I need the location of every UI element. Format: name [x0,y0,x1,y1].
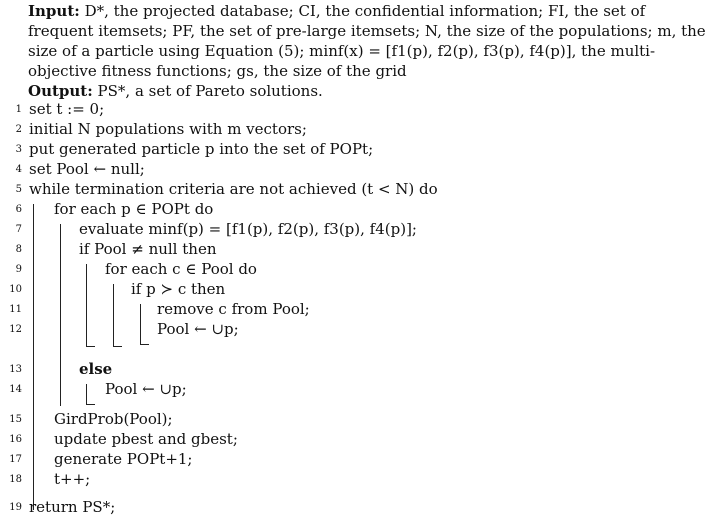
if-block-bar [86,264,87,346]
if-block-foot [86,346,95,347]
else-block-foot [86,404,95,405]
line-number: 12 [9,324,22,335]
line-number: 10 [9,284,22,295]
line-code: Pool ← ∪p; [105,380,187,398]
line-number: 7 [15,224,22,235]
algorithm-output [28,81,713,101]
line-number: 3 [15,144,22,155]
line-code: evaluate minf(p) = [f1(p), f2(p), f3(p), f4(p)]; [79,220,417,238]
line-code: put generated particle p into the set of POPt; [29,140,374,158]
line-code: update pbest and gbest; [54,430,238,448]
input-label: Input: [28,2,80,20]
for-pool-block-bar [113,284,114,346]
line-number: 14 [9,384,22,395]
line-number: 15 [9,414,22,425]
line-code: remove c from Pool; [157,300,310,318]
line-code: return PS*; [29,498,116,516]
algorithm-input [28,1,713,81]
line-number: 6 [15,204,22,215]
line-number: 19 [9,502,22,513]
line-number: 16 [9,434,22,445]
line-number: 13 [9,364,22,375]
line-code: set t := 0; [29,100,105,118]
line-number: 2 [15,124,22,135]
else-block-bar [86,384,87,404]
line-code: if Pool ≠ null then [79,240,217,258]
line-code: initial N populations with m vectors; [29,120,307,138]
line-code: generate POPt+1; [54,450,193,468]
line-code: set Pool ← null; [29,160,145,178]
line-code: Pool ← ∪p; [157,320,239,338]
line-number: 11 [9,304,22,315]
line-code: else [79,360,113,378]
for-pool-block-foot [113,346,122,347]
if-dominate-block-foot [140,344,149,345]
if-dominate-block-bar [140,304,141,344]
while-block-bar [33,204,34,510]
line-code: while termination criteria are not achieved (t < N) do [29,180,438,198]
line-number: 9 [15,264,22,275]
line-number: 5 [15,184,22,195]
line-number: 4 [15,164,22,175]
line-number: 18 [9,474,22,485]
line-number: 1 [15,104,22,115]
output-text: PS*, a set of Pareto solutions. [97,82,323,100]
for-block-bar [60,224,61,406]
line-number: 17 [9,454,22,465]
input-text: D*, the projected database; CI, the confidential information; FI, the set of frequent itemsets; PF, the set of pre-large itemsets; N, the size of the populations; m, the size of a particle using Equation (5); minf(x) = [f1(p), f2(p), f3(p), f4(p)], the multi-objective fitness functions; gs, the size of the grid [28,2,706,80]
line-code: GirdProb(Pool); [54,410,173,428]
line-number: 8 [15,244,22,255]
line-code: if p ≻ c then [131,280,226,298]
line-code: t++; [54,470,91,488]
output-label: Output: [28,82,93,100]
line-code: for each c ∈ Pool do [105,260,257,278]
line-code: for each p ∈ POPt do [54,200,214,218]
